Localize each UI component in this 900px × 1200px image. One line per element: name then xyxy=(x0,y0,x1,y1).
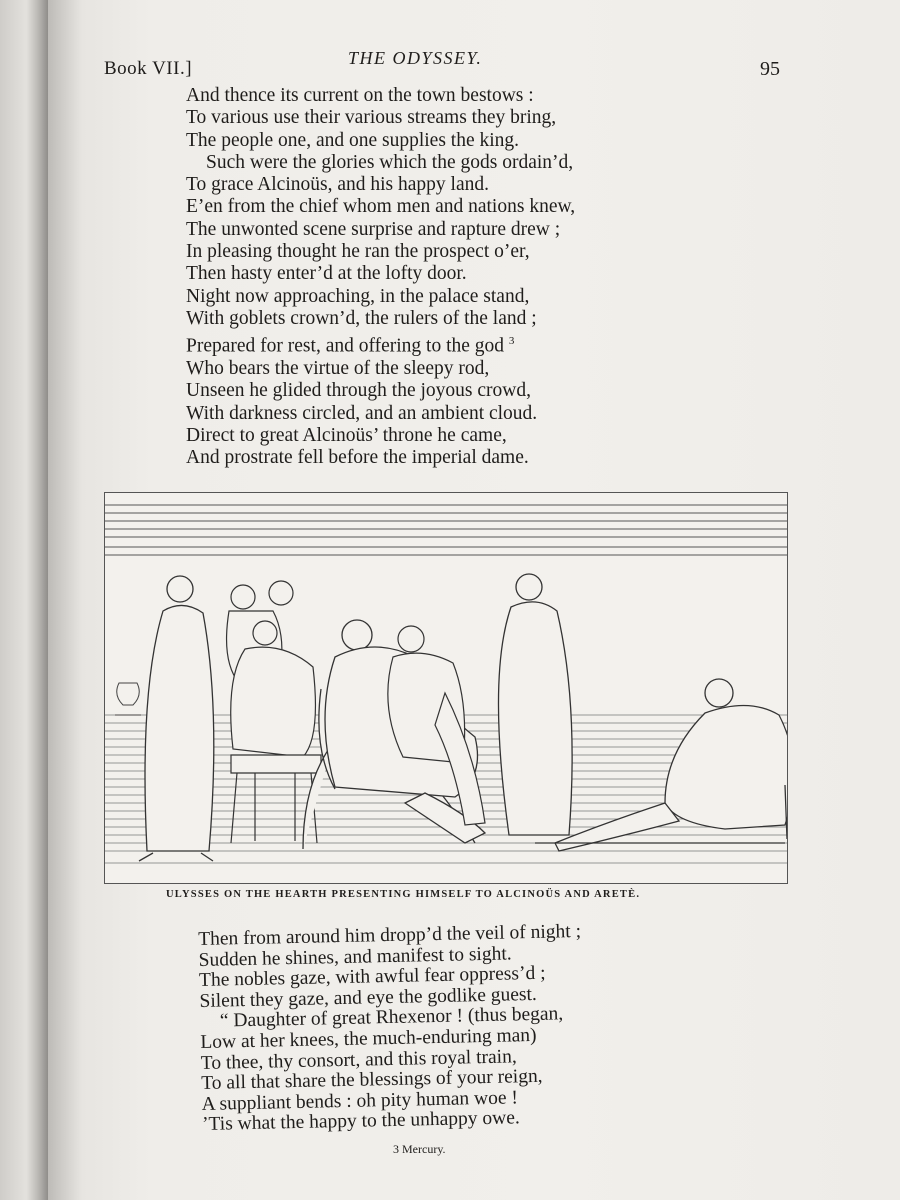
verse-line-text: And prostrate fell before the imperial dame. xyxy=(186,447,529,469)
verse-line xyxy=(186,263,575,285)
verse-line-text: Sudden he shines, and manifest to sight. xyxy=(198,943,512,971)
running-head xyxy=(48,44,900,84)
verse-block-bottom xyxy=(198,922,585,1136)
verse-line xyxy=(186,152,575,174)
verse-line-text: In pleasing thought he ran the prospect o’er, xyxy=(186,241,530,263)
verse-line-text: Then hasty enter’d at the lofty door. xyxy=(186,263,467,285)
verse-line xyxy=(186,85,575,107)
book-page xyxy=(48,0,900,1200)
verse-line-text: With darkness circled, and an ambient cloud. xyxy=(186,402,538,424)
verse-line-text: And thence its current on the town bestows : xyxy=(186,85,534,106)
page-number: 95 xyxy=(760,58,780,80)
footnote: 3 Mercury. xyxy=(393,1142,446,1156)
verse-line xyxy=(186,330,575,358)
engraving-illustration xyxy=(104,492,788,884)
verse-line-text: To all that share the blessings of your reign, xyxy=(200,1065,543,1095)
verse-line-text: The people one, and one supplies the king. xyxy=(186,129,520,151)
verse-line xyxy=(186,241,575,263)
verse-line-text: Direct to great Alcinoüs’ throne he came, xyxy=(186,424,507,446)
verse-block-top xyxy=(186,85,575,470)
verse-line-text: The unwonted scene surprise and rapture drew ; xyxy=(186,218,561,240)
verse-line xyxy=(186,308,575,330)
book-section-label: Book VII.] xyxy=(104,58,193,79)
verse-line xyxy=(186,380,575,402)
verse-line-text: Unseen he glided through the joyous crowd, xyxy=(186,380,531,402)
verse-line-text: Such were the glories which the gods ordain’d, xyxy=(206,151,574,173)
verse-line-text: Silent they gaze, and eye the godlike guest. xyxy=(199,983,537,1012)
verse-line xyxy=(186,107,575,129)
verse-line xyxy=(186,196,575,218)
verse-line-text: Night now approaching, in the palace stand, xyxy=(186,285,530,307)
verse-line xyxy=(186,403,575,425)
verse-line xyxy=(186,358,575,380)
footnote-reference: 3 xyxy=(508,335,515,348)
book-title: THE ODYSSEY. xyxy=(348,48,483,68)
verse-line-text: E’en from the chief whom men and nations knew, xyxy=(186,196,576,218)
verse-line-text: The nobles gaze, with awful fear oppress’d ; xyxy=(198,962,546,992)
book-spine-edge xyxy=(0,0,48,1200)
verse-line xyxy=(186,174,575,196)
verse-line-text: Who bears the virtue of the sleepy rod, xyxy=(186,358,490,380)
verse-line xyxy=(186,130,575,152)
illustration-caption: ULYSSES ON THE HEARTH PRESENTING HIMSELF TO ALCINOÜS AND ARETÈ. xyxy=(166,889,641,900)
verse-line-text: Prepared for rest, and offering to the god xyxy=(186,335,505,357)
verse-line xyxy=(186,447,575,469)
verse-line-text: A suppliant bends : oh pity human woe ! xyxy=(201,1087,519,1115)
verse-line xyxy=(186,286,575,308)
verse-line xyxy=(186,425,575,447)
verse-line-text: “ Daughter of great Rhexenor ! (thus began, xyxy=(219,1003,564,1032)
verse-line-text: To thee, thy consort, and this royal train, xyxy=(200,1045,517,1074)
verse-line xyxy=(186,219,575,241)
verse-line-text: To grace Alcinoüs, and his happy land. xyxy=(186,174,489,196)
verse-line-text: To various use their various streams they bring, xyxy=(186,107,557,129)
verse-line-text: Then from around him dropp’d the veil of night ; xyxy=(197,920,582,950)
verse-line-text: With goblets crown’d, the rulers of the land ; xyxy=(186,307,537,329)
engraving-drawing xyxy=(105,493,787,883)
verse-line-text: Low at her knees, the much-enduring man) xyxy=(200,1024,537,1053)
verse-line-text: ’Tis what the happy to the unhappy owe. xyxy=(201,1107,520,1136)
